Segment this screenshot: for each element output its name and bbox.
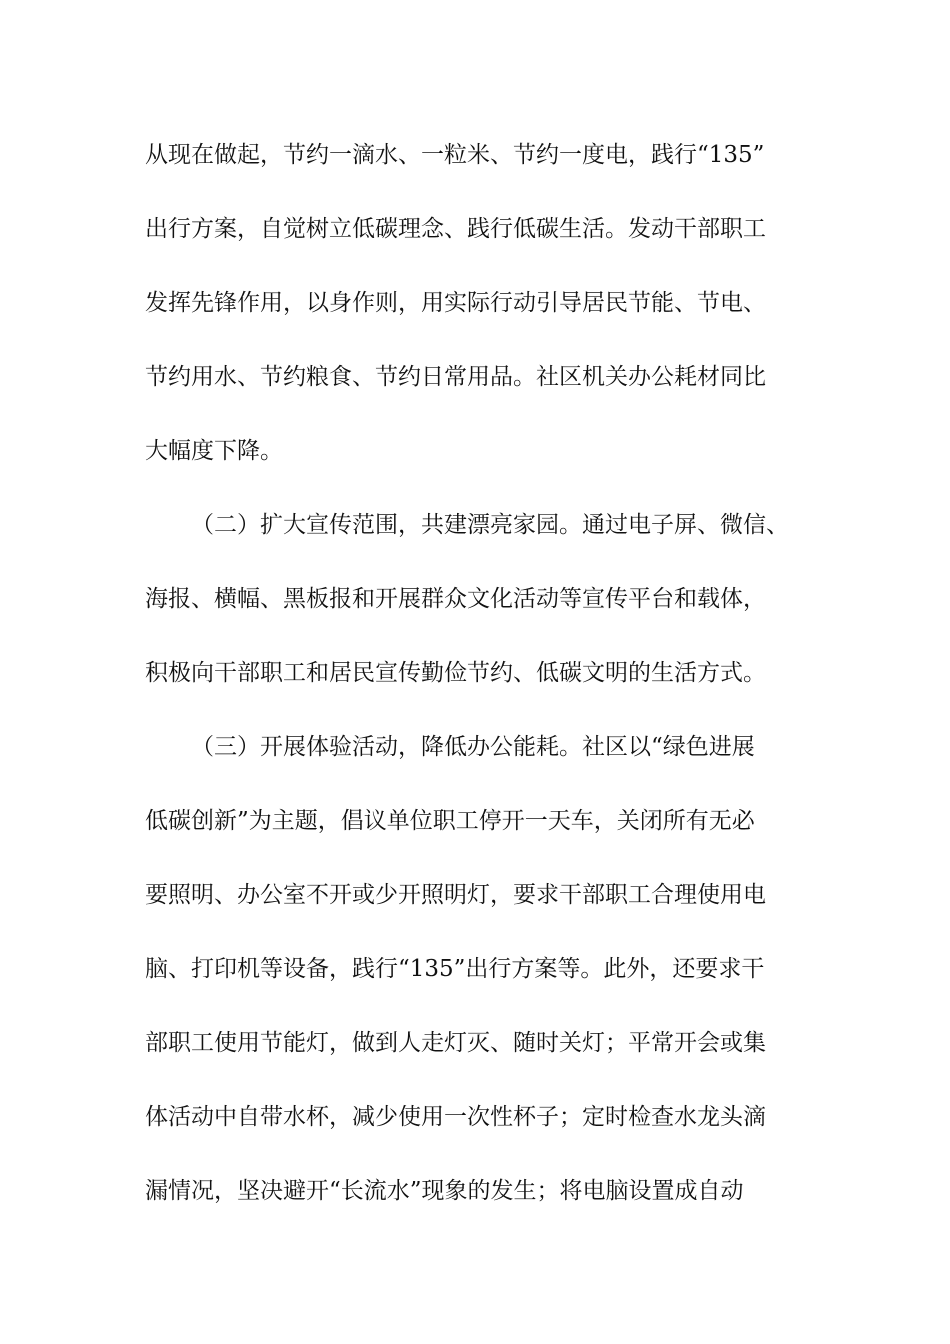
text-line: 大幅度下降。 [145,438,283,464]
text-line: 脑、打印机等设备，践行“135”出行方案等。此外，还要求干 [145,956,765,982]
document-body [145,127,825,1237]
text-line: 要照明、办公室不开或少开照明灯，要求干部职工合理使用电 [145,882,766,908]
text-line: 漏情况，坚决避开“长流水”现象的发生；将电脑设置成自动 [145,1178,744,1204]
text-line: 体活动中自带水杯，减少使用一次性杯子；定时检查水龙头滴 [145,1104,766,1130]
text-line: 节约用水、节约粮食、节约日常用品。社区机关办公耗材同比 [145,364,766,390]
text-line: 从现在做起，节约一滴水、一粒米、节约一度电，践行“135” [145,142,765,168]
paragraph-heading-line: （三）开展体验活动，降低办公能耗。社区以“绿色进展 [191,734,755,760]
text-line: 部职工使用节能灯，做到人走灯灭、随时关灯；平常开会或集 [145,1030,766,1056]
paragraph-heading-line: （二）扩大宣传范围，共建漂亮家园。通过电子屏、微信、 [191,512,789,538]
text-line: 海报、横幅、黑板报和开展群众文化活动等宣传平台和载体， [145,586,766,612]
text-line: 低碳创新”为主题，倡议单位职工停开一天车，关闭所有无必 [145,808,755,834]
text-line: 发挥先锋作用，以身作则，用实际行动引导居民节能、节电、 [145,290,766,316]
text-line: 积极向干部职工和居民宣传勤俭节约、低碳文明的生活方式。 [145,660,766,686]
text-line: 出行方案，自觉树立低碳理念、践行低碳生活。发动干部职工 [145,216,766,242]
